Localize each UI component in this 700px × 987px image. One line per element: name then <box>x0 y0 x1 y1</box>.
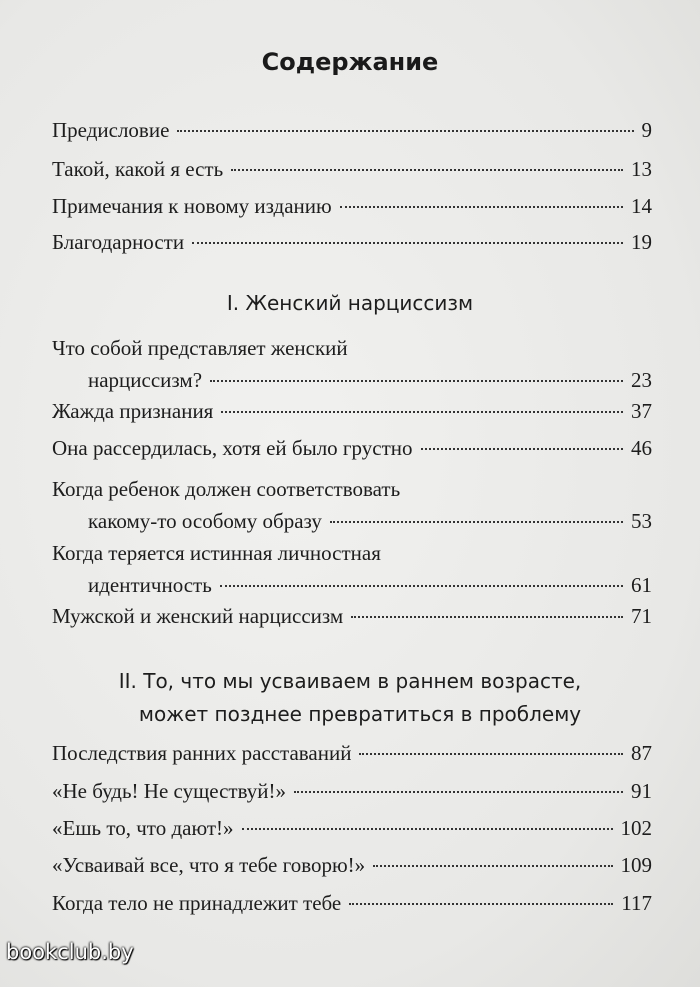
toc-entry: Когда тело не принадлежит тебе 117 <box>52 891 652 915</box>
toc-entry: Когда ребенок должен соответствовать какому-то особому образу 53 <box>52 477 652 533</box>
site-watermark: bookclub.by <box>6 940 134 964</box>
toc-entry: «Не будь! Не существуй!» 91 <box>52 779 652 803</box>
toc-entry: «Усваивай все, что я тебе говорю!» 109 <box>52 853 652 877</box>
toc-entry: Предисловие 9 <box>52 118 652 142</box>
page-title: Содержание <box>261 48 439 76</box>
toc-entry: Последствия ранних расставаний 87 <box>52 741 652 765</box>
toc-entry: Когда теряется истинная личностная идентичность 61 <box>52 541 652 597</box>
toc-entry: Такой, какой я есть 13 <box>52 157 652 181</box>
section-heading: I. Женский нарциссизм <box>226 291 474 315</box>
toc-entry: Что собой представляет женский нарциссизм? 23 <box>52 336 652 392</box>
toc-entry: Жажда признания 37 <box>52 399 652 423</box>
toc-entry: Мужской и женский нарциссизм 71 <box>52 604 652 628</box>
toc-entry: «Ешь то, что дают!» 102 <box>52 816 652 840</box>
toc-entry: Примечания к новому изданию 14 <box>52 194 652 218</box>
section-heading: II. То, что мы усваиваем в раннем возрасте, может позднее превратиться в проблему <box>118 669 582 726</box>
toc-entry: Она рассердилась, хотя ей было грустно 46 <box>52 436 652 460</box>
toc-entry: Благодарности 19 <box>52 230 652 254</box>
